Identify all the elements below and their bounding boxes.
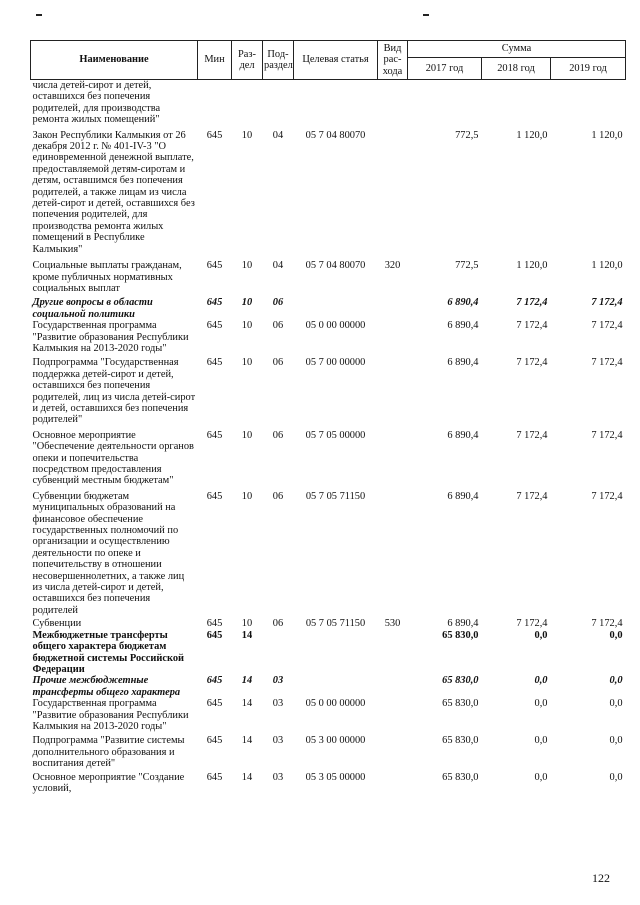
row-sum-2018: 7 172,4 bbox=[516, 490, 548, 502]
row-vid bbox=[378, 354, 408, 425]
header-2017: 2017 год bbox=[408, 58, 482, 80]
row-min: 645 bbox=[206, 129, 223, 141]
row-name: Прочие межбюджетные трансферты общего характера bbox=[32, 675, 181, 698]
table-row bbox=[31, 320, 626, 354]
table-row bbox=[31, 126, 626, 255]
row-min: 645 bbox=[206, 618, 223, 630]
row-sum-2017: 65 830,0 bbox=[442, 675, 479, 687]
row-razdel: 10 bbox=[241, 429, 253, 441]
table-row bbox=[31, 294, 626, 320]
row-sum-2017: 65 830,0 bbox=[442, 698, 479, 710]
row-name: Закон Республики Калмыкия от 26 декабря 2012 г. № 401-IV-3 "О единовременной денежной выплате, предоставляемой детям-сиротам и детям, оставшимся без попечения родителей, а также лицам из числа детей-сирот и детей, оставшихся без попечения родителей, для производства ремонта жилых помещений в Республике Калмыкия" bbox=[32, 129, 195, 255]
row-sum-2018: 7 172,4 bbox=[516, 320, 548, 332]
row-article bbox=[294, 630, 378, 676]
row-sum-2017: 6 890,4 bbox=[447, 357, 479, 369]
row-sum-2018: 0,0 bbox=[534, 698, 548, 710]
row-name: Государственная программа "Развитие образования Республики Калмыкия на 2013-2020 годы" bbox=[32, 698, 189, 732]
row-sum-2019: 0,0 bbox=[609, 735, 623, 747]
row-vid bbox=[378, 770, 408, 795]
row-article: 05 7 04 80070 bbox=[305, 260, 366, 272]
row-sum-2017: 772,5 bbox=[455, 260, 479, 272]
table-row bbox=[31, 80, 626, 126]
header-podrazdel: Под-раздел bbox=[263, 41, 294, 80]
row-vid bbox=[378, 294, 408, 320]
table-row bbox=[31, 255, 626, 294]
row-razdel: 14 bbox=[241, 675, 253, 687]
header-2018: 2018 год bbox=[482, 58, 551, 80]
row-min: 645 bbox=[206, 675, 223, 687]
row-podrazdel: 06 bbox=[272, 320, 284, 332]
header-vid: Вид рас-хода bbox=[378, 41, 408, 80]
row-sum-2019: 0,0 bbox=[609, 675, 623, 687]
row-article: 05 7 04 80070 bbox=[305, 129, 366, 141]
row-podrazdel: 03 bbox=[272, 771, 284, 783]
row-name: Социальные выплаты гражданам, кроме публичных нормативных социальных выплат bbox=[32, 260, 182, 294]
page-number: 122 bbox=[592, 871, 610, 885]
row-vid: 530 bbox=[384, 618, 401, 630]
row-article bbox=[294, 80, 378, 126]
table-row bbox=[31, 487, 626, 616]
table-row bbox=[31, 616, 626, 629]
row-name: Другие вопросы в области социальной политики bbox=[32, 297, 153, 320]
row-sum-2018: 7 172,4 bbox=[516, 297, 548, 309]
row-razdel: 10 bbox=[241, 357, 253, 369]
row-min: 645 bbox=[206, 629, 223, 641]
row-min: 645 bbox=[206, 698, 223, 710]
row-name: Подпрограмма "Государственная поддержка детей-сирот и детей, оставшихся без попечения родителей, лиц из числа детей-сирот и детей, оставшихся без попечения родителей" bbox=[32, 357, 196, 426]
row-vid bbox=[378, 320, 408, 354]
header-sum: Сумма bbox=[408, 41, 626, 58]
row-razdel: 14 bbox=[241, 698, 253, 710]
row-vid: 320 bbox=[384, 260, 401, 272]
row-name: Государственная программа "Развитие образования Республики Калмыкия на 2013-2020 годы" bbox=[32, 320, 189, 354]
row-article: 05 7 00 00000 bbox=[305, 357, 366, 369]
row-sum-2019: 7 172,4 bbox=[591, 429, 623, 441]
row-name: числа детей-сирот и детей, оставшихся без попечения родителей, для производства ремонта жилых помещений" bbox=[32, 80, 161, 126]
row-sum-2017 bbox=[408, 80, 482, 126]
row-sum-2017: 6 890,4 bbox=[447, 297, 479, 309]
row-razdel: 14 bbox=[241, 771, 253, 783]
row-sum-2018: 7 172,4 bbox=[516, 429, 548, 441]
row-podrazdel: 06 bbox=[272, 618, 284, 630]
row-article: 05 0 00 00000 bbox=[305, 698, 366, 710]
header-name: Наименование bbox=[31, 41, 198, 80]
header-article: Целевая статья bbox=[294, 41, 378, 80]
row-article bbox=[294, 294, 378, 320]
row-min: 645 bbox=[206, 490, 223, 502]
row-sum-2019: 1 120,0 bbox=[591, 260, 623, 272]
budget-table bbox=[30, 40, 626, 794]
row-article: 05 3 05 00000 bbox=[305, 771, 366, 783]
row-razdel: 10 bbox=[241, 490, 253, 502]
row-min: 645 bbox=[206, 297, 223, 309]
top-mark-right bbox=[423, 14, 429, 16]
row-sum-2018: 0,0 bbox=[534, 675, 548, 687]
row-sum-2018: 0,0 bbox=[534, 771, 548, 783]
row-podrazdel: 06 bbox=[272, 429, 284, 441]
row-podrazdel: 03 bbox=[272, 698, 284, 710]
row-sum-2017: 65 830,0 bbox=[442, 735, 479, 747]
row-podrazdel: 06 bbox=[272, 297, 284, 309]
row-razdel: 10 bbox=[241, 297, 253, 309]
row-podrazdel bbox=[263, 630, 294, 676]
table-header bbox=[31, 41, 626, 80]
row-min: 645 bbox=[206, 429, 223, 441]
table-row bbox=[31, 675, 626, 698]
row-article bbox=[294, 675, 378, 698]
row-min: 645 bbox=[206, 735, 223, 747]
row-vid bbox=[378, 80, 408, 126]
row-min: 645 bbox=[206, 260, 223, 272]
row-min: 645 bbox=[206, 357, 223, 369]
row-podrazdel: 04 bbox=[272, 129, 284, 141]
table-row bbox=[31, 732, 626, 769]
row-sum-2019: 0,0 bbox=[609, 629, 623, 641]
row-sum-2017: 6 890,4 bbox=[447, 490, 479, 502]
row-sum-2018: 1 120,0 bbox=[516, 129, 548, 141]
row-sum-2018 bbox=[482, 80, 551, 126]
row-sum-2018: 0,0 bbox=[534, 735, 548, 747]
row-sum-2017: 6 890,4 bbox=[447, 429, 479, 441]
table-row bbox=[31, 698, 626, 732]
row-min bbox=[198, 80, 232, 126]
row-vid bbox=[378, 426, 408, 487]
row-podrazdel: 06 bbox=[272, 490, 284, 502]
row-razdel: 14 bbox=[241, 735, 253, 747]
row-razdel: 10 bbox=[241, 618, 253, 630]
row-vid bbox=[378, 126, 408, 255]
row-sum-2019: 7 172,4 bbox=[591, 357, 623, 369]
row-sum-2017: 6 890,4 bbox=[447, 320, 479, 332]
row-podrazdel: 03 bbox=[272, 675, 284, 687]
row-sum-2019: 0,0 bbox=[609, 771, 623, 783]
row-sum-2017: 6 890,4 bbox=[447, 618, 479, 630]
row-vid bbox=[378, 698, 408, 732]
row-razdel: 10 bbox=[241, 320, 253, 332]
row-name: Основное мероприятие "Обеспечение деятельности органов опеки и попечительства посредством предоставления субвенций местным бюджетам" bbox=[32, 429, 194, 487]
row-vid bbox=[378, 675, 408, 698]
row-podrazdel bbox=[263, 80, 294, 126]
row-sum-2019: 0,0 bbox=[609, 698, 623, 710]
table-body bbox=[31, 80, 626, 795]
row-sum-2018: 7 172,4 bbox=[516, 618, 548, 630]
row-podrazdel: 04 bbox=[272, 260, 284, 272]
row-sum-2017: 65 830,0 bbox=[442, 771, 479, 783]
row-sum-2018: 0,0 bbox=[534, 629, 548, 641]
table-row bbox=[31, 354, 626, 425]
row-min: 645 bbox=[206, 771, 223, 783]
row-article: 05 0 00 00000 bbox=[305, 320, 366, 332]
row-article: 05 7 05 71150 bbox=[305, 490, 366, 502]
row-sum-2019: 1 120,0 bbox=[591, 129, 623, 141]
row-sum-2018: 7 172,4 bbox=[516, 357, 548, 369]
row-vid bbox=[378, 732, 408, 769]
table-row bbox=[31, 426, 626, 487]
row-razdel: 14 bbox=[241, 629, 253, 641]
row-sum-2018: 1 120,0 bbox=[516, 260, 548, 272]
row-sum-2017: 772,5 bbox=[455, 129, 479, 141]
header-razdel: Раз-дел bbox=[232, 41, 263, 80]
row-name: Субвенции бюджетам муниципальных образований на финансовое обеспечение государственных полномочий по организации и осуществлению деятельности по опеке и попечительству в отношении несовершеннолетних, а также лиц из числа детей-сирот и детей, оставшихся без попечения родителей bbox=[32, 490, 185, 616]
row-vid bbox=[378, 630, 408, 676]
row-article: 05 3 00 00000 bbox=[305, 735, 366, 747]
row-article: 05 7 05 00000 bbox=[305, 429, 366, 441]
row-sum-2019 bbox=[551, 80, 626, 126]
row-sum-2019: 7 172,4 bbox=[591, 618, 623, 630]
top-mark-left bbox=[36, 14, 42, 16]
row-podrazdel: 06 bbox=[272, 357, 284, 369]
row-sum-2019: 7 172,4 bbox=[591, 490, 623, 502]
row-name: Подпрограмма "Развитие системы дополнительного образования и воспитания детей" bbox=[32, 735, 185, 770]
row-sum-2017: 65 830,0 bbox=[442, 629, 479, 641]
row-name: Субвенции bbox=[32, 618, 82, 630]
row-name: Основное мероприятие "Создание условий, bbox=[32, 771, 185, 794]
row-vid bbox=[378, 487, 408, 616]
table-row bbox=[31, 630, 626, 676]
row-min: 645 bbox=[206, 320, 223, 332]
row-sum-2019: 7 172,4 bbox=[591, 320, 623, 332]
row-razdel: 10 bbox=[241, 129, 253, 141]
row-sum-2019: 7 172,4 bbox=[591, 297, 623, 309]
table-row bbox=[31, 770, 626, 795]
row-article: 05 7 05 71150 bbox=[305, 618, 366, 630]
row-podrazdel: 03 bbox=[272, 735, 284, 747]
row-razdel bbox=[232, 80, 263, 126]
row-name: Межбюджетные трансферты общего характера бюджетам бюджетной системы Российской Федерации bbox=[32, 629, 185, 675]
header-2019: 2019 год bbox=[551, 58, 626, 80]
row-razdel: 10 bbox=[241, 260, 253, 272]
header-min: Мин bbox=[198, 41, 232, 80]
